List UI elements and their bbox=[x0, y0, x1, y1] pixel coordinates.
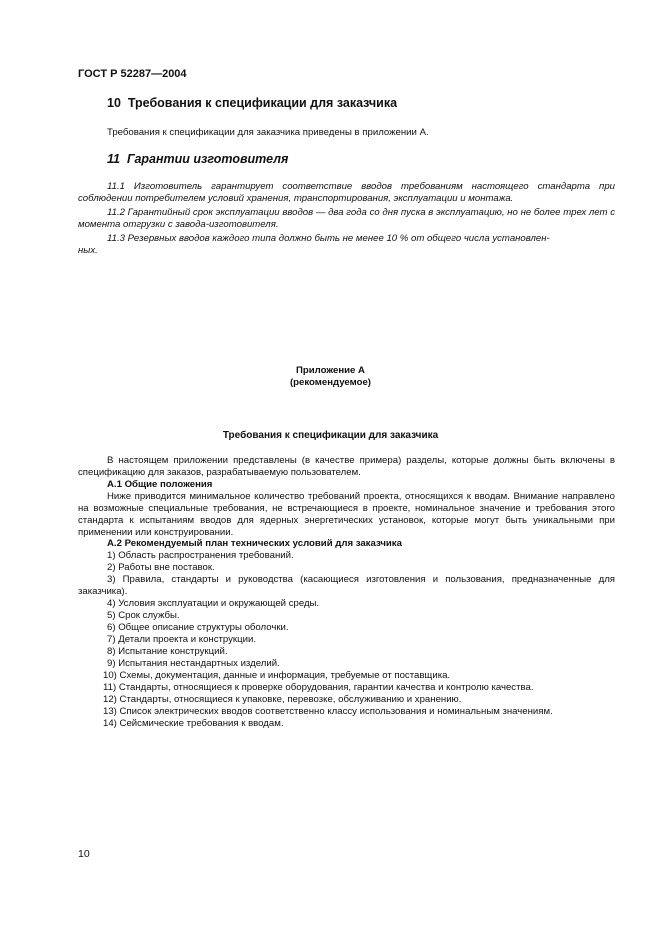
plan-item-14: 14) Сейсмические требования к вводам. bbox=[103, 718, 284, 729]
section-10-title: Требования к спецификации для заказчика bbox=[127, 96, 398, 110]
appendix-a2-heading: А.2 Рекомендуемый план технических условий для заказчика bbox=[107, 538, 402, 549]
plan-item-6: 6) Общее описание структуры оболочки. bbox=[107, 622, 289, 633]
section-11-heading bbox=[107, 152, 288, 166]
appendix-status: (рекомендуемое) bbox=[289, 377, 371, 388]
plan-item-5: 5) Срок службы. bbox=[107, 610, 180, 621]
appendix-title: Требования к спецификации для заказчика bbox=[222, 430, 439, 441]
appendix-label: Приложение А bbox=[296, 365, 365, 376]
section-10-number: 10 bbox=[107, 96, 121, 110]
plan-item-7: 7) Детали проекта и конструкции. bbox=[107, 634, 257, 645]
section-11-3-paragraph-line2: ных. bbox=[78, 245, 98, 256]
section-11-number: 11 bbox=[107, 152, 120, 166]
appendix-a1-heading: А.1 Общие положения bbox=[107, 479, 213, 490]
plan-item-13: 13) Список электрических вводов соответственно классу использования и номинальным значениям. bbox=[103, 706, 553, 717]
plan-item-8: 8) Испытание конструкций. bbox=[107, 646, 228, 657]
section-10-text: Требования к спецификации для заказчика приведены в приложении А. bbox=[107, 127, 429, 138]
document-header: ГОСТ Р 52287—2004 bbox=[78, 68, 187, 80]
plan-item-4: 4) Условия эксплуатации и окружающей среды. bbox=[107, 598, 320, 609]
plan-item-11: 11) Стандарты, относящиеся к проверке оборудования, гарантии качества и контролю качества. bbox=[103, 682, 534, 693]
page-number: 10 bbox=[78, 848, 90, 860]
appendix-intro-paragraph: В настоящем приложении представлены (в качестве примера) разделы, которые должны быть включены в спецификацию для заказов, разрабатываемую пользователем. bbox=[78, 455, 615, 478]
plan-item-12: 12) Стандарты, относящиеся к упаковке, перевозке, обслуживанию и хранению. bbox=[103, 694, 462, 705]
plan-item-2: 2) Работы вне поставок. bbox=[107, 562, 215, 573]
plan-item-1: 1) Область распространения требований. bbox=[107, 550, 294, 561]
section-11-3-paragraph-line1: 11.3 Резервных вводов каждого типа должно быть не менее 10 % от общего числа установлен- bbox=[107, 233, 550, 244]
section-11-1-paragraph: 11.1 Изготовитель гарантирует соответствие вводов требованиям настоящего стандарта при соблюдении потребителем условий хранения, транспортирования, эксплуатации и монтажа. bbox=[78, 181, 615, 204]
plan-item-3: 3) Правила, стандарты и руководства (касающиеся изготовления и пользования, предназначенные для заказчика). bbox=[78, 574, 615, 597]
section-11-title: Гарантии изготовителя bbox=[126, 152, 289, 166]
plan-item-10: 10) Схемы, документация, данные и информация, требуемые от поставщика. bbox=[103, 670, 451, 681]
section-11-2-paragraph: 11.2 Гарантийный срок эксплуатации вводов — два года со дня пуска в эксплуатацию, но не более трех лет с момента отгрузки с завода-изготовителя. bbox=[78, 207, 615, 230]
section-10-heading bbox=[107, 96, 397, 110]
appendix-a1-paragraph: Ниже приводится минимальное количество требований проекта, относящихся к вводам. Внимание направлено на возможные специальные требования, не встречающиеся в проекте, номинальное значение и требования этого стандарта к испытаниям вводов для ядерных энергетических установок, которые могут быть уникальными при применении или конструировании. bbox=[78, 491, 615, 538]
plan-item-9: 9) Испытания нестандартных изделий. bbox=[107, 658, 280, 669]
